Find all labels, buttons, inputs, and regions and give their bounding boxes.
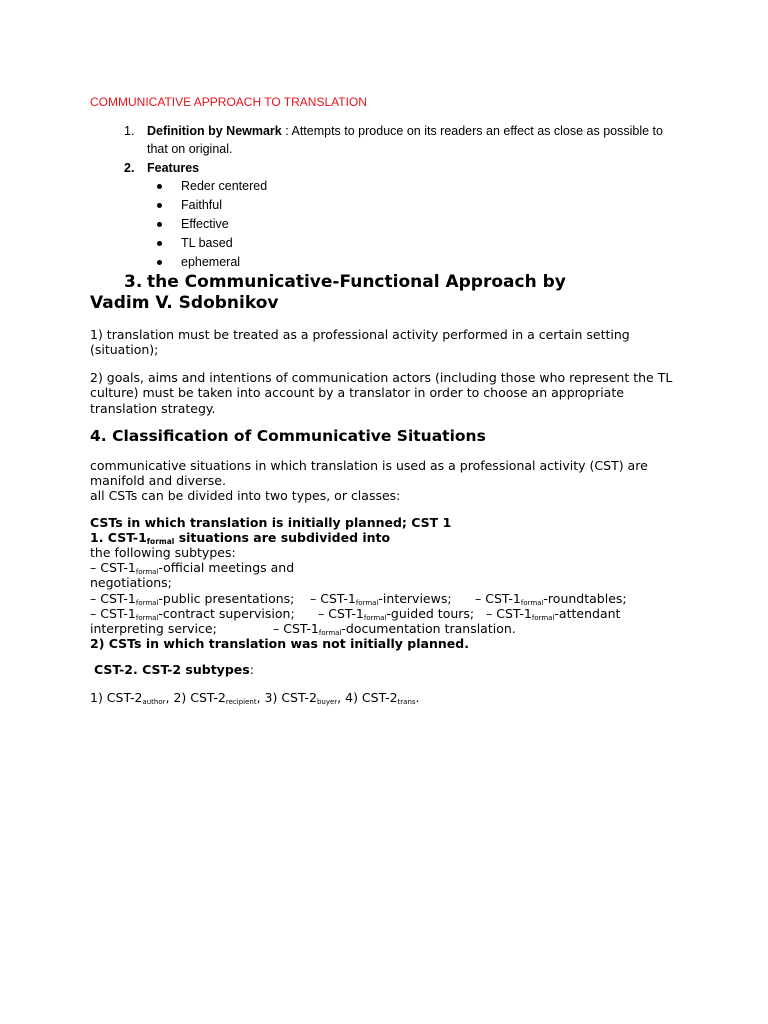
paragraph-1-cont: (situation); <box>90 342 159 357</box>
paragraph-3-end: all CSTs can be divided into two types, or classes: <box>90 488 401 503</box>
section3-number: 3. <box>124 272 143 292</box>
subtypes-intro: the following subtypes: <box>90 545 236 560</box>
bullet-icon <box>157 203 162 208</box>
list-number-2: 2. <box>124 161 135 175</box>
document-title: COMMUNICATIVE APPROACH TO TRANSLATION <box>90 95 367 109</box>
definition-text: : Attempts to produce on its readers an effect as close as possible to <box>281 124 663 138</box>
cst1-subdivided-line: 1. CST-1formal situations are subdivided into <box>90 530 391 546</box>
csts-planned-heading: CSTs in which translation is initially planned; CST 1 <box>90 515 452 530</box>
cst1-negotiations: negotiations; <box>90 575 172 590</box>
cst2-heading: CST-2. CST-2 subtypes: <box>94 662 254 677</box>
paragraph-1: 1) translation must be treated as a professional activity performed in a certain setting <box>90 327 630 342</box>
section4-heading: 4. Classification of Communicative Situations <box>90 427 486 445</box>
definition-text-cont: that on original. <box>147 142 233 156</box>
paragraph-2: 2) goals, aims and intentions of communication actors (including those who represent the TL <box>90 370 673 385</box>
features-label: Features <box>147 161 200 175</box>
cst1-public-presentations: – CST-1formal-public presentations; <box>90 591 295 607</box>
paragraph-2-cont: culture) must be taken into account by a translator in order to choose an appropriate <box>90 385 624 400</box>
section3-heading: the Communicative-Functional Approach by <box>147 272 566 292</box>
list-number-1: 1. <box>124 124 135 138</box>
definition-line <box>147 124 663 138</box>
paragraph-3-cont: manifold and diverse. <box>90 473 226 488</box>
cst2-subtypes-list: 1) CST-2author, 2) CST-2recipient, 3) CST-2buyer, 4) CST-2trans. <box>90 690 420 706</box>
bullet-icon <box>157 241 162 246</box>
paragraph-2-end: translation strategy. <box>90 401 216 416</box>
paragraph-3: communicative situations in which translation is used as a professional activity (CST) are <box>90 458 648 473</box>
cst1-interpreting-service: interpreting service; <box>90 621 217 636</box>
bullet-icon <box>157 222 162 227</box>
feature-item: TL based <box>181 236 233 250</box>
cst1-roundtables: – CST-1formal-roundtables; <box>475 591 627 607</box>
cst1-documentation-translation: – CST-1formal-documentation translation. <box>273 621 516 637</box>
cst1-guided-tours: – CST-1formal-guided tours; <box>318 606 475 622</box>
cst1-interviews: – CST-1formal-interviews; <box>310 591 452 607</box>
section3-heading-cont: Vadim V. Sdobnikov <box>90 293 279 313</box>
feature-item: Reder centered <box>181 179 268 193</box>
feature-item: ephemeral <box>181 255 241 269</box>
cst1-attendant: – CST-1formal-attendant <box>486 606 621 622</box>
definition-label: Definition by Newmark <box>147 124 282 138</box>
feature-item: Faithful <box>181 198 222 212</box>
bullet-icon <box>157 260 162 265</box>
bullet-icon <box>157 184 162 189</box>
cst1-official-meetings: – CST-1formal-official meetings and <box>90 560 295 576</box>
feature-item: Effective <box>181 217 229 231</box>
cst1-contract-supervision: – CST-1formal-contract supervision; <box>90 606 295 622</box>
csts-not-planned-heading: 2) CSTs in which translation was not initially planned. <box>90 636 469 651</box>
